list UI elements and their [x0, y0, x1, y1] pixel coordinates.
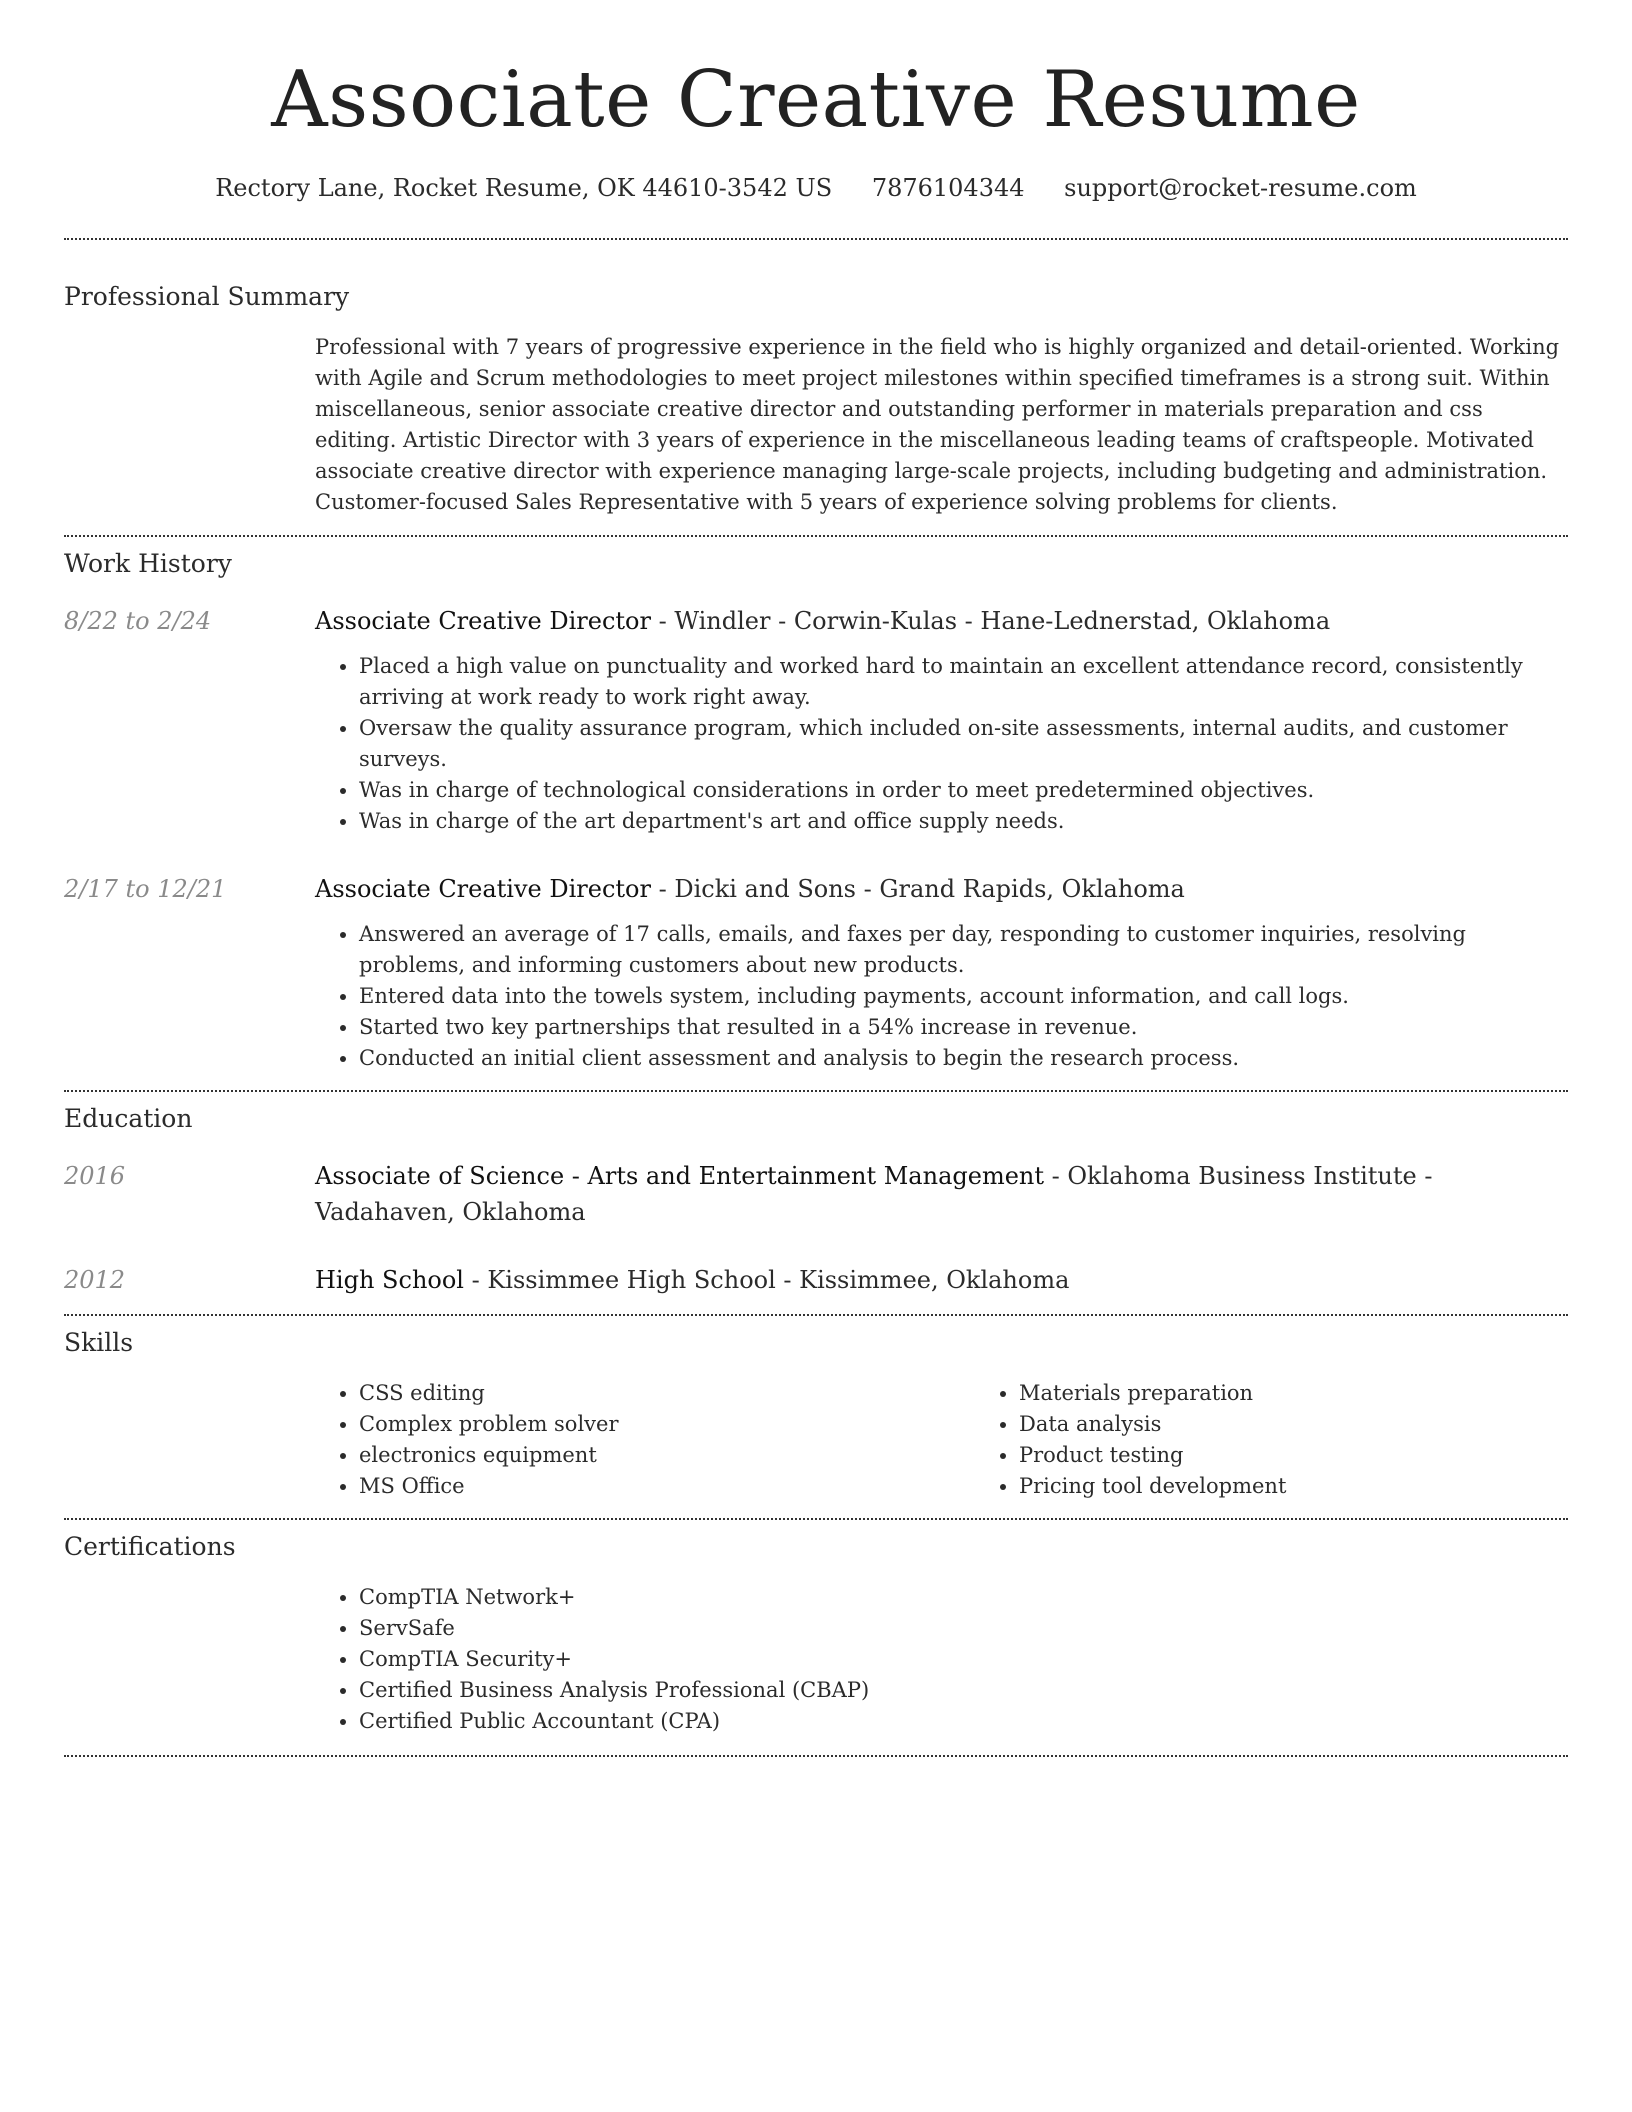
skills-section [64, 1326, 1568, 1502]
summary-row [64, 332, 1568, 518]
list-item: • Was in charge of technological considerations in order to meet predetermined objectives. [359, 775, 1568, 806]
list-item: • Entered data into the towels system, including payments, account information, and call logs. [359, 981, 1568, 1012]
list-item: • CompTIA Network+ [359, 1582, 1568, 1613]
summary-text: Professional with 7 years of progressive experience in the field who is highly organized and detail-oriented. Working with Agile and Scrum methodologies to meet project milestones within specified timeframes is a strong suit. Within miscellaneous, senior associate creative director and outstanding performer in materials preparation and css editing. Artistic Director with 3 years of experience in the miscellaneous leading teams of craftspeople. Motivated associate creative director with experience managing large-scale projects, including budgeting and administration. Customer-focused Sales Representative with 5 years of experience solving problems for clients. [315, 335, 1560, 514]
list-item: • Pricing tool development [1019, 1471, 1632, 1502]
job-bullets-row [64, 919, 1568, 1074]
job-bullets [315, 919, 1568, 1074]
education-entry [64, 1158, 1568, 1230]
list-item: • Oversaw the quality assurance program, which included on-site assessments, internal audits, and customer surveys. [359, 713, 1568, 775]
job-header [64, 603, 1568, 639]
job-title [315, 603, 1568, 639]
list-item: • Data analysis [1019, 1409, 1632, 1440]
education-heading: Education [64, 1104, 193, 1133]
job-bullets-wrap [315, 919, 1568, 1074]
job-dates: 8/22 to 2/24 [64, 607, 212, 635]
certifications-section [64, 1530, 1568, 1737]
education-degree: Associate of Science - Arts and Entertainment Management [315, 1162, 1045, 1190]
list-item: • Certified Business Analysis Professional (CBAP) [359, 1675, 1568, 1706]
job-bullets [315, 651, 1568, 837]
job-role: Associate Creative Director [315, 875, 651, 903]
certifications-list [315, 1582, 1568, 1737]
education-school: - Kissimmee High School - Kissimmee, Oklahoma [463, 1266, 1070, 1294]
job-entry [64, 871, 1568, 1074]
list-item: • Conducted an initial client assessment and analysis to begin the research process. [359, 1043, 1568, 1074]
section-divider [64, 1518, 1568, 1520]
work-history-section [64, 547, 1568, 1074]
list-item: • electronics equipment [359, 1440, 975, 1471]
certifications-row [64, 1582, 1568, 1737]
section-divider [64, 238, 1568, 240]
list-item: • MS Office [359, 1471, 975, 1502]
education-year: 2012 [64, 1266, 126, 1294]
job-entry [64, 603, 1568, 837]
job-bullets-wrap [315, 651, 1568, 837]
list-item: • ServSafe [359, 1613, 1568, 1644]
list-item: • Started two key partnerships that resulted in a 54% increase in revenue. [359, 1012, 1568, 1043]
skills-column-2 [975, 1378, 1632, 1502]
contact-phone: 7876104344 [871, 174, 1025, 202]
certifications-heading: Certifications [64, 1532, 236, 1561]
section-divider [64, 1090, 1568, 1092]
skills-row [64, 1378, 1568, 1502]
job-bullets-row [64, 651, 1568, 837]
education-title [315, 1262, 1568, 1298]
contact-address: Rectory Lane, Rocket Resume, OK 44610-3542 US [215, 174, 833, 202]
education-title [315, 1158, 1568, 1230]
section-divider [64, 1314, 1568, 1316]
list-item: • Materials preparation [1019, 1378, 1632, 1409]
section-divider [64, 1755, 1568, 1757]
list-item: • Was in charge of the art department's art and office supply needs. [359, 806, 1568, 837]
contact-line [64, 172, 1568, 204]
skills-heading: Skills [64, 1328, 134, 1357]
education-entry [64, 1262, 1568, 1298]
education-school: - Oklahoma Business Institute - Vadahaven, Oklahoma [315, 1162, 1433, 1226]
job-role: Associate Creative Director [315, 607, 651, 635]
list-item: • CompTIA Security+ [359, 1644, 1568, 1675]
education-degree: High School [315, 1266, 464, 1294]
list-item: • Complex problem solver [359, 1409, 975, 1440]
certifications-wrap [315, 1582, 1568, 1737]
education-section [64, 1102, 1568, 1298]
job-dates: 2/17 to 12/21 [64, 875, 227, 903]
section-divider [64, 535, 1568, 537]
education-year: 2016 [64, 1162, 126, 1190]
list-item: • CSS editing [359, 1378, 975, 1409]
list-item: • Product testing [1019, 1440, 1632, 1471]
summary-section [64, 280, 1568, 518]
job-header [64, 871, 1568, 907]
job-employer: - Windler - Corwin-Kulas - Hane-Lednerstad, Oklahoma [650, 607, 1331, 635]
skills-column-1 [315, 1378, 975, 1502]
job-employer: - Dicki and Sons - Grand Rapids, Oklahoma [650, 875, 1185, 903]
resume-name: Associate Creative Resume [271, 55, 1361, 145]
list-item: • Certified Public Accountant (CPA) [359, 1706, 1568, 1737]
work-history-heading: Work History [64, 549, 232, 578]
list-item: • Answered an average of 17 calls, emails, and faxes per day, responding to customer inquiries, resolving problems, and informing customers about new products. [359, 919, 1568, 981]
list-item: • Placed a high value on punctuality and worked hard to maintain an excellent attendance record, consistently arriving at work ready to work right away. [359, 651, 1568, 713]
skills-grid [315, 1378, 1568, 1502]
job-title [315, 871, 1568, 907]
contact-email: support@rocket-resume.com [1064, 174, 1417, 202]
summary-heading: Professional Summary [64, 282, 350, 311]
